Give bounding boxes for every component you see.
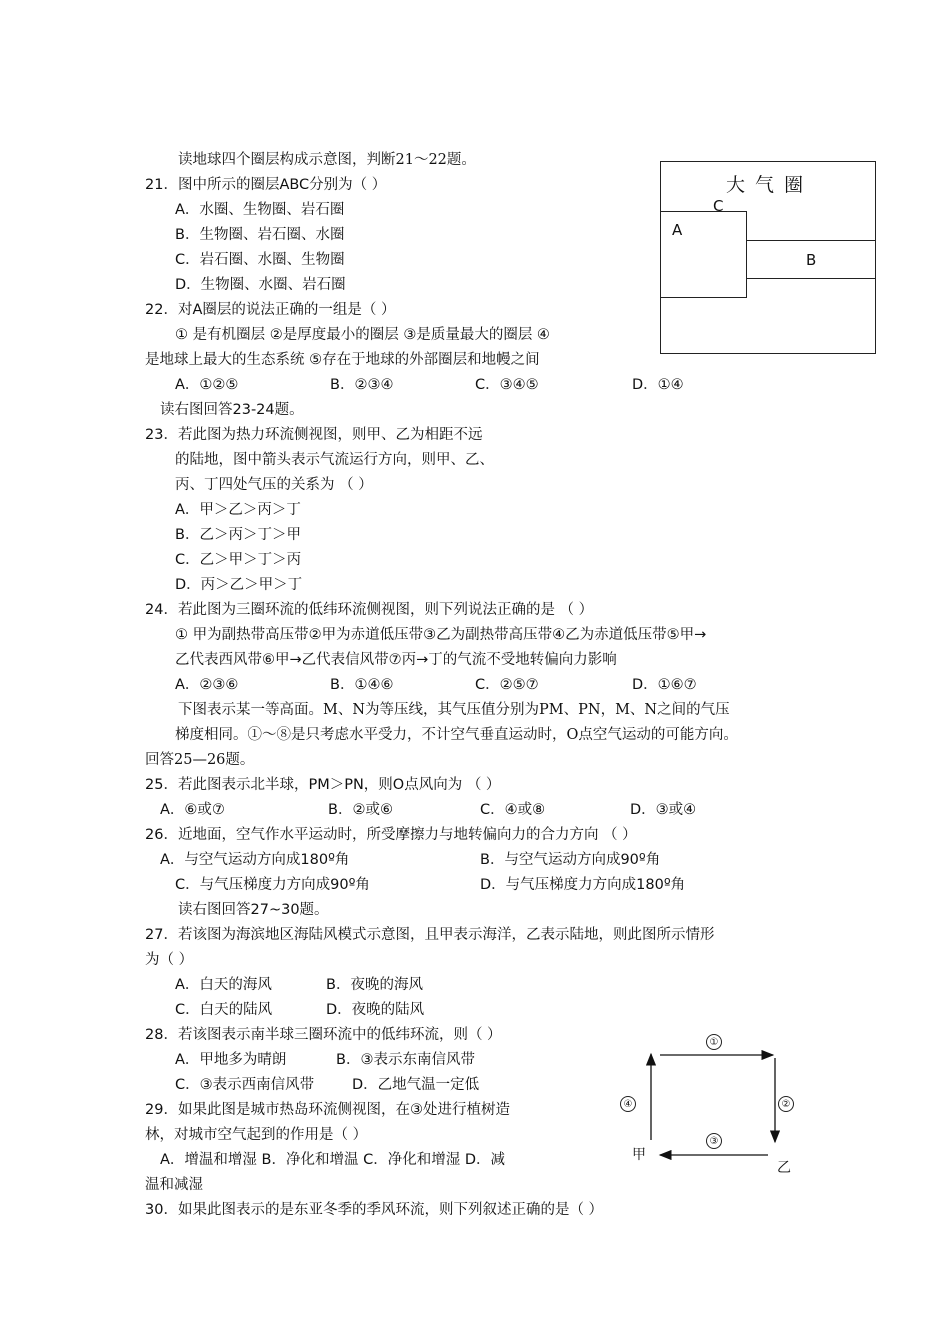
option-25-b: B．②或⑥ bbox=[328, 802, 393, 818]
intro-25-26-line1: 下图表示某一等高面。M、N为等压线，其气压值分别为PM、PN，M、N之间的气压 bbox=[178, 702, 730, 718]
question-29-line1: 29．如果此图是城市热岛环流侧视图，在③处进行植树造 bbox=[145, 1102, 510, 1118]
options-29-cont: 温和减湿 bbox=[145, 1177, 203, 1193]
option-23-d: D．丙＞乙＞甲＞丁 bbox=[175, 577, 303, 593]
intro-21-22: 读地球四个圈层构成示意图，判断21～22题。 bbox=[178, 152, 476, 168]
intro-27-30: 读右图回答27~30题。 bbox=[178, 902, 329, 918]
option-26-a: A．与空气运动方向成180º角 bbox=[160, 852, 350, 868]
question-30: 30．如果此图表示的是东亚冬季的季风环流，则下列叙述正确的是（ ） bbox=[145, 1202, 604, 1218]
option-28-a: A．甲地多为晴朗 bbox=[175, 1052, 287, 1068]
sphere-c-label: C bbox=[713, 197, 724, 215]
arrow-1-label: ① bbox=[706, 1034, 722, 1050]
option-24-b: B．①④⑥ bbox=[330, 677, 394, 693]
option-24-a: A．②③⑥ bbox=[175, 677, 239, 693]
statements-24-line1: ① 甲为副热带高压带②甲为赤道低压带③乙为副热带高压带④乙为赤道低压带⑤甲→ bbox=[175, 627, 707, 643]
option-24-c: C．②⑤⑦ bbox=[475, 677, 539, 693]
option-22-a: A．①②⑤ bbox=[175, 377, 239, 393]
question-24: 24．若此图为三圈环流的低纬环流侧视图，则下列说法正确的是 （ ） bbox=[145, 602, 594, 618]
option-27-c: C．白天的陆风 bbox=[175, 1002, 273, 1018]
arrow-4-label: ④ bbox=[620, 1096, 636, 1112]
option-27-b: B．夜晚的海风 bbox=[326, 977, 423, 993]
question-23-line2: 的陆地，图中箭头表示气流运行方向，则甲、乙、 bbox=[175, 452, 494, 468]
question-27-line2: 为（ ） bbox=[145, 952, 194, 968]
options-29: A．增温和增湿 B．净化和增温 C．净化和增湿 D．减 bbox=[160, 1152, 505, 1168]
statements-22-line2: 是地球上最大的生态系统 ⑤存在于地球的外部圈层和地幔之间 bbox=[145, 352, 540, 368]
option-26-b: B．与空气运动方向成90º角 bbox=[480, 852, 661, 868]
intro-25-26-line3: 回答25—26题。 bbox=[145, 752, 255, 768]
option-26-c: C．与气压梯度力方向成90º角 bbox=[175, 877, 370, 893]
option-26-d: D．与气压梯度力方向成180º角 bbox=[480, 877, 686, 893]
option-28-c: C．③表示西南信风带 bbox=[175, 1077, 315, 1093]
sphere-a-label: A bbox=[672, 221, 683, 239]
option-24-d: D．①⑥⑦ bbox=[632, 677, 697, 693]
option-28-d: D．乙地气温一定低 bbox=[352, 1077, 480, 1093]
arrow-3-label: ③ bbox=[706, 1133, 722, 1149]
arrow-2-label: ② bbox=[778, 1096, 794, 1112]
intro-23-24: 读右图回答23-24题。 bbox=[160, 402, 304, 418]
option-27-a: A．白天的海风 bbox=[175, 977, 272, 993]
question-21: 21．图中所示的圈层ABC分别为（ ） bbox=[145, 177, 387, 193]
option-25-d: D．③或④ bbox=[630, 802, 697, 818]
yi-label: 乙 bbox=[777, 1160, 791, 1176]
option-22-c: C．③④⑤ bbox=[475, 377, 539, 393]
atmosphere-label: 大 气 圈 bbox=[726, 174, 806, 196]
question-26: 26．近地面，空气作水平运动时，所受摩擦力与地转偏向力的合力方向 （ ） bbox=[145, 827, 637, 843]
option-25-a: A．⑥或⑦ bbox=[160, 802, 225, 818]
question-29-line2: 林，对城市空气起到的作用是（ ） bbox=[145, 1127, 368, 1143]
option-22-b: B．②③④ bbox=[330, 377, 394, 393]
option-23-c: C．乙＞甲＞丁＞丙 bbox=[175, 552, 302, 568]
option-21-c: C．岩石圈、水圈、生物圈 bbox=[175, 252, 345, 268]
option-21-b: B．生物圈、岩石圈、水圈 bbox=[175, 227, 345, 243]
statements-22-line1: ① 是有机圈层 ②是厚度最小的圈层 ③是质量最大的圈层 ④ bbox=[175, 327, 550, 343]
question-27-line1: 27．若该图为海滨地区海陆风模式示意图，且甲表示海洋，乙表示陆地，则此图所示情形 bbox=[145, 927, 715, 943]
option-22-d: D．①④ bbox=[632, 377, 684, 393]
option-28-b: B．③表示东南信风带 bbox=[336, 1052, 475, 1068]
question-23-line1: 23．若此图为热力环流侧视图，则甲、乙为相距不远 bbox=[145, 427, 483, 443]
option-25-c: C．④或⑧ bbox=[480, 802, 546, 818]
question-28: 28．若该图表示南半球三圈环流中的低纬环流，则（ ） bbox=[145, 1027, 502, 1043]
statements-24-line2: 乙代表西风带⑥甲→乙代表信风带⑦丙→丁的气流不受地转偏向力影响 bbox=[175, 652, 617, 668]
sphere-b-label: B bbox=[806, 251, 817, 269]
option-21-d: D．生物圈、水圈、岩石圈 bbox=[175, 277, 346, 293]
option-23-a: A．甲＞乙＞丙＞丁 bbox=[175, 502, 301, 518]
jia-label: 甲 bbox=[632, 1147, 646, 1163]
intro-25-26-line2: 梯度相同。①～⑧是只考虑水平受力，不计空气垂直运动时，O点空气运动的可能方向。 bbox=[175, 727, 738, 743]
option-21-a: A．水圈、生物圈、岩石圈 bbox=[175, 202, 345, 218]
lower-divider bbox=[746, 278, 876, 279]
option-27-d: D．夜晚的陆风 bbox=[326, 1002, 425, 1018]
option-23-b: B．乙＞丙＞丁＞甲 bbox=[175, 527, 301, 543]
question-23-line3: 丙、丁四处气压的关系为 （ ） bbox=[175, 477, 373, 493]
question-22: 22．对A圈层的说法正确的一组是（ ） bbox=[145, 302, 396, 318]
question-25: 25．若此图表示北半球，PM＞PN，则O点风向为 （ ） bbox=[145, 777, 501, 793]
